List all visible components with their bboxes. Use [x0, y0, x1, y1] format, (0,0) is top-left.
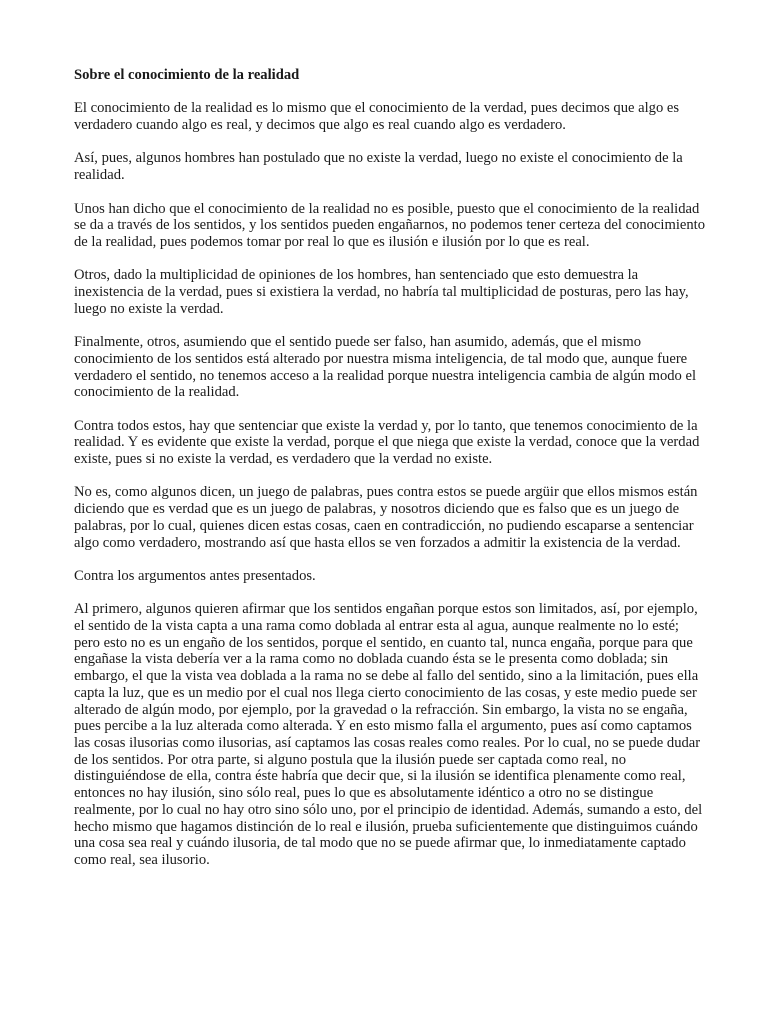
paragraph-9: Al primero, algunos quieren afirmar que los sentidos engañan porque estos son limitados, así, por ejemplo, el sentido de la vista capta a una rama como doblada al entrar esta al agua, aunque realmente no lo esté; pero esto no es un engaño de los sentidos, porque el sentido, en cuanto tal, nunca engaña, porque para que engañase la vista debería ver a la rama como no doblada cuando ésta se le presenta como doblada; sin embargo, el que la vista vea doblada a la rama no se debe al fallo del sentido, sino a la limitación, pues ella capta la luz, que es un medio por el cual nos llega cierto conocimiento de las cosas, y este medio puede ser alterado de algún modo, por ejemplo, por la gravedad o la refracción. Sin embargo, la vista no se engaña, pues percibe a la luz alterada como alterada. Y en esto mismo falla el argumento, pues así como captamos las cosas ilusorias como ilusorias, así captamos las cosas reales como reales. Por lo cual, no se puede dudar de los sentidos. Por otra parte, si alguno postula que la ilusión puede ser captada como real, no distinguiéndose de ella, contra éste habría que decir que, si la ilusión se identifica plenamente como real, entonces no hay ilusión, sino sólo real, pues lo que es absolutamente idéntico a otro no se distingue realmente, por lo cual no hay otro sino sólo uno, por el principio de identidad. Además, sumando a esto, del hecho mismo que hagamos distinción de lo real e ilusión, prueba suficientemente que distinguimos cuándo una cosa sea real y cuándo ilusoria, de tal modo que no se puede afirmar que, lo inmediatamente captado como real, sea ilusorio. [74, 601, 703, 868]
paragraph-1: El conocimiento de la realidad es lo mismo que el conocimiento de la verdad, pues decimos que algo es verdadero cuando algo es real, y decimos que algo es real cuando algo es verdadero. [74, 100, 680, 134]
paragraph-6: Contra todos estos, hay que sentenciar que existe la verdad y, por lo tanto, que tenemos conocimiento de la realidad. Y es evidente que existe la verdad, porque el que niega que existe la verdad, conoce que la verdad existe, pues si no existe la verdad, es verdadero que la verdad no existe. [74, 417, 700, 468]
paragraph-7: No es, como algunos dicen, un juego de palabras, pues contra estos se puede argüir que ellos mismos están diciendo que es verdad que es un juego de palabras, y nosotros diciendo que es falso que es un juego de palabras, por lo cual, quienes dicen estas cosas, caen en contradicción, no pudiendo escaparse a sentenciar algo como verdadero, mostrando así que hasta ellos se ven forzados a admitir la existencia de la verdad. [74, 484, 698, 551]
document-page [74, 67, 706, 885]
paragraph-5: Finalmente, otros, asumiendo que el sentido puede ser falso, han asumido, además, que el mismo conocimiento de los sentidos está alterado por nuestra misma inteligencia, de tal modo que, aunque fuere verdadero el sentido, no tenemos acceso a la realidad porque nuestra inteligencia cambia de algún modo el conocimiento de la realidad. [74, 334, 697, 401]
paragraph-2: Así, pues, algunos hombres han postulado que no existe la verdad, luego no existe el conocimiento de la realidad. [74, 150, 683, 184]
paragraph-4: Otros, dado la multiplicidad de opiniones de los hombres, han sentenciado que esto demuestra la inexistencia de la verdad, pues si existiera la verdad, no habría tal multiplicidad de posturas, pero las hay, luego no existe la verdad. [74, 267, 689, 317]
paragraph-3: Unos han dicho que el conocimiento de la realidad no es posible, puesto que el conocimiento de la realidad se da a través de los sentidos, y los sentidos pueden engañarnos, no podemos tener certeza del conocimiento de la realidad, pues podemos tomar por real lo que es ilusión e ilusión por lo que es real. [74, 200, 705, 250]
document-title: Sobre el conocimiento de la realidad [74, 67, 300, 83]
paragraph-8: Contra los argumentos antes presentados. [74, 567, 316, 584]
